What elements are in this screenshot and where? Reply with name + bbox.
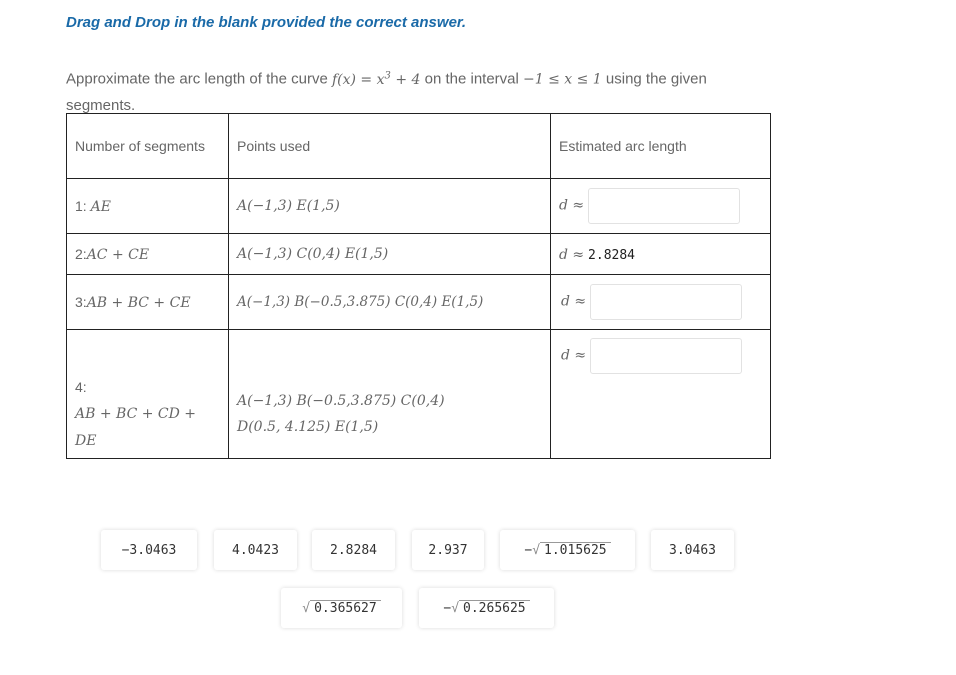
arc-length-table — [66, 113, 771, 459]
tile-value: 0.265625 — [459, 600, 530, 616]
answer-tile[interactable] — [419, 588, 554, 628]
row-number: 4: — [75, 379, 87, 395]
points-used: D(0.5, 4.125) E(1,5) — [237, 419, 379, 435]
answer-tile[interactable] — [312, 530, 395, 570]
function-expression — [332, 72, 420, 88]
question-prompt — [66, 63, 766, 118]
segment-label: AE — [90, 198, 111, 215]
sqrt-icon: √ — [532, 542, 541, 558]
points-used: A(−1,3) C(0,4) E(1,5) — [229, 234, 551, 275]
table-row — [67, 179, 771, 234]
drop-zone-row-3[interactable] — [590, 284, 742, 320]
d-approx-label: d ≈ — [559, 197, 585, 214]
tile-value: 0.365627 — [310, 600, 381, 616]
tile-value: 4.0423 — [232, 542, 279, 558]
prompt-text: using the given segments. — [66, 70, 707, 114]
tile-value: 3.0463 — [669, 542, 716, 558]
header-points: Points used — [229, 114, 551, 179]
instruction-title: Drag and Drop in the blank provided the correct answer. — [66, 14, 467, 31]
answer-tile[interactable] — [651, 530, 734, 570]
header-estimate: Estimated arc length — [551, 114, 771, 179]
row-number: 3: — [75, 293, 87, 310]
points-used: A(−1,3) B(−0.5,3.875) C(0,4) E(1,5) — [229, 275, 551, 330]
points-used: A(−1,3) B(−0.5,3.875) C(0,4) — [237, 393, 445, 409]
segment-label: AC + CE — [86, 246, 150, 263]
table-row — [67, 275, 771, 330]
row-number: 2: — [75, 245, 87, 262]
function-text: f(x) = x — [331, 71, 385, 88]
sign: − — [524, 542, 533, 558]
table-row — [67, 234, 771, 275]
table-row — [67, 330, 771, 459]
function-tail: + 4 — [395, 71, 421, 88]
sign: − — [443, 600, 452, 616]
prompt-text: Approximate the arc length of the curve — [66, 70, 328, 88]
d-approx-label: d ≈ — [559, 246, 585, 263]
answer-tile[interactable] — [412, 530, 484, 570]
prompt-text: on the interval — [424, 70, 519, 88]
header-segments: Number of segments — [67, 114, 229, 179]
segment-label: AB + BC + CE — [86, 294, 191, 311]
function-exponent: 3 — [384, 70, 391, 81]
segment-label: AB + BC + CD + DE — [75, 406, 197, 449]
answer-tile[interactable] — [101, 530, 197, 570]
answer-tile[interactable] — [500, 530, 635, 570]
drop-zone-row-1[interactable] — [588, 188, 740, 224]
tile-value: 1.015625 — [540, 542, 611, 558]
sqrt-icon: √ — [302, 600, 311, 616]
tile-value: 2.937 — [428, 542, 468, 558]
d-approx-label: d ≈ — [561, 347, 587, 364]
tile-value: 2.8284 — [330, 542, 377, 558]
tile-value: 3.0463 — [129, 542, 177, 558]
drop-zone-row-4[interactable] — [590, 338, 742, 374]
answer-tile[interactable] — [214, 530, 297, 570]
d-approx-label: d ≈ — [561, 293, 587, 310]
interval-expression: −1 ≤ x ≤ 1 — [523, 71, 602, 88]
answer-tile[interactable] — [281, 588, 402, 628]
points-used: A(−1,3) E(1,5) — [229, 179, 551, 234]
sign: − — [121, 542, 130, 558]
row-number: 1: — [75, 197, 87, 214]
sqrt-icon: √ — [451, 600, 460, 616]
given-value: 2.8284 — [588, 247, 636, 263]
